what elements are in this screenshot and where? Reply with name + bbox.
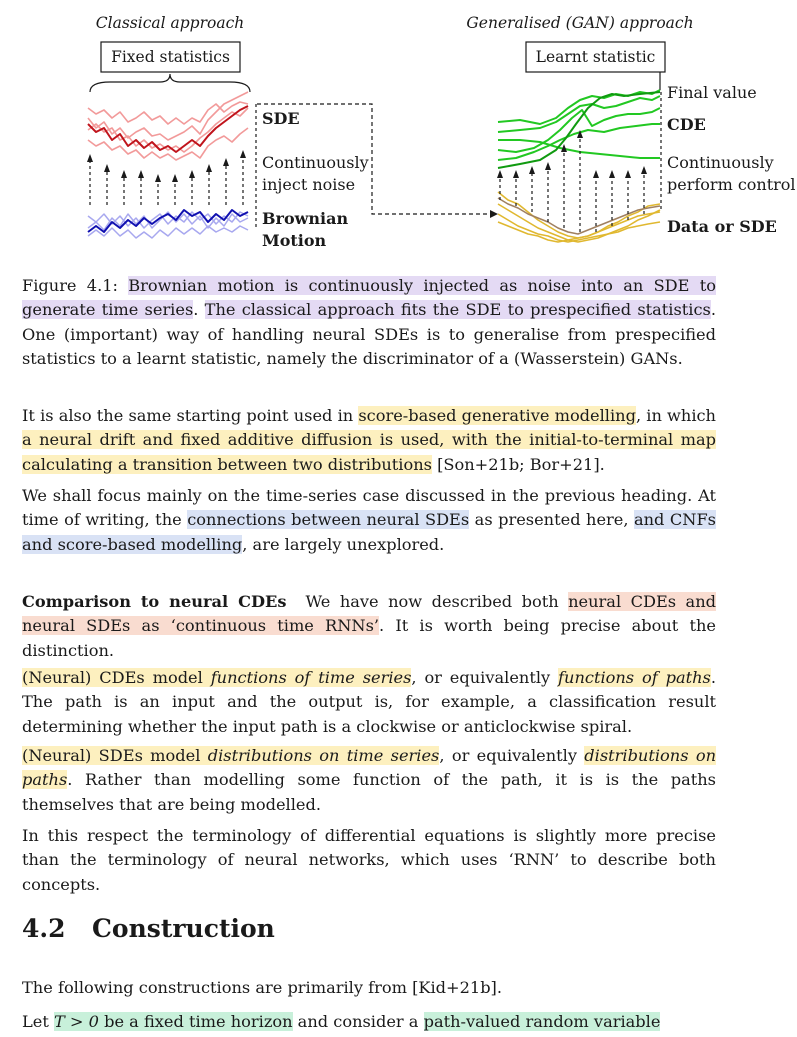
brace bbox=[90, 74, 250, 92]
p5-text-1: , or equivalently bbox=[439, 746, 585, 765]
paragraph-sdes bbox=[22, 744, 716, 817]
p4-text-2: . The path is an input and the output is, for example, a classification result determining whether the input path is a clockwise or anticlockwise spiral. bbox=[22, 668, 716, 736]
caption-highlight-1: Brownian motion is continuously injected as noise into an SDE to generate time series bbox=[22, 276, 716, 320]
final-value-label: Final value bbox=[667, 83, 757, 102]
p4-highlight-2: functions of paths bbox=[558, 668, 711, 687]
figure-caption bbox=[22, 274, 716, 372]
p2-text-1: We shall focus mainly on the time-series case discussed in the previous heading. At time of writing, the bbox=[22, 486, 716, 530]
p4-text-1: , or equivalently bbox=[411, 668, 559, 687]
noise-arrows-left bbox=[90, 156, 243, 205]
figure-4-1 bbox=[0, 0, 797, 265]
p4-highlight-1 bbox=[22, 668, 411, 687]
learnt-statistic-label: Learnt statistic bbox=[535, 48, 656, 66]
caption-lead: Figure 4.1: bbox=[22, 276, 129, 295]
connector-arrowhead bbox=[490, 210, 498, 218]
brownian-paths bbox=[88, 210, 248, 238]
p3-highlight-1: neural CDEs and neural SDEs as ‘continuous time RNNs’ bbox=[22, 592, 716, 636]
sde-paths bbox=[88, 92, 248, 160]
p1-highlight-2: a neural drift and fixed additive diffusion is used, with the initial-to-terminal map calculating a transition between two distributions bbox=[22, 430, 716, 474]
p5-text-2: . Rather than modelling some function of the path, it is is the paths themselves that are being modelled. bbox=[22, 770, 716, 814]
paragraph-terminology bbox=[22, 824, 716, 897]
brownian-label: Brownian bbox=[262, 209, 349, 228]
caption-rest: . One (important) way of handling neural SDEs is to generalise from prespecified statistics to a learnt statistic, namely the discriminator of a (Wasserstein) GANs. bbox=[22, 300, 716, 369]
p5-highlight-1 bbox=[22, 746, 439, 765]
p2-highlight-2: and CNFs and score-based modelling bbox=[22, 510, 716, 554]
p1-highlight-1: score-based generative modelling bbox=[358, 406, 636, 425]
p6-text: In this respect the terminology of differential equations is slightly more precise than the terminology of neural networks, which uses ‘RNN’ to describe both concepts. bbox=[22, 826, 716, 894]
paragraph-let bbox=[22, 1010, 716, 1034]
caption-highlight-2: The classical approach fits the SDE to prespecified statistics bbox=[204, 300, 711, 320]
section-heading bbox=[22, 914, 275, 944]
gan-approach-title: Generalised (GAN) approach bbox=[466, 14, 694, 32]
paragraph-cdes bbox=[22, 666, 716, 739]
inject-noise-label: inject noise bbox=[262, 175, 356, 194]
p8-math: T > 0 bbox=[53, 1012, 99, 1031]
comparison-heading: Comparison to neural CDEs bbox=[22, 592, 287, 611]
p2-highlight-1: connections between neural SDEs bbox=[187, 510, 470, 530]
continuously2-label: Continuously bbox=[667, 153, 774, 172]
p8-highlight-1: be a fixed time horizon bbox=[98, 1012, 293, 1031]
p2-text-2: as presented here, bbox=[469, 510, 634, 530]
p1-text-1: It is also the same starting point used in bbox=[22, 406, 359, 425]
perform-control-label: perform control bbox=[667, 175, 796, 194]
paragraph-constructions bbox=[22, 976, 716, 1000]
caption-mid: . bbox=[193, 300, 205, 320]
cde-paths bbox=[498, 90, 660, 168]
p3-text-1: We have now described both bbox=[286, 592, 569, 611]
paragraph-score-based bbox=[22, 404, 716, 477]
paragraph-comparison bbox=[22, 590, 716, 663]
sde-label: SDE bbox=[262, 109, 300, 128]
p4-hl-italic: functions of time series bbox=[210, 668, 412, 687]
section-title: Construction bbox=[92, 914, 275, 943]
p7-text: The following constructions are primarily from [Kid+21b]. bbox=[22, 978, 503, 997]
p8-highlight-2: path-valued random variable bbox=[423, 1012, 661, 1031]
classical-approach-title: Classical approach bbox=[95, 14, 245, 32]
p1-text-2: , in which bbox=[635, 406, 716, 425]
p3-text-2: . It is worth being precise about the distinction. bbox=[22, 616, 717, 660]
paragraph-time-series bbox=[22, 484, 716, 557]
fixed-statistics-label: Fixed statistics bbox=[111, 48, 230, 66]
section-number: 4.2 bbox=[22, 914, 66, 943]
p4-hl-text: (Neural) CDEs model bbox=[22, 668, 211, 687]
p8-text-2: and consider a bbox=[292, 1012, 424, 1031]
continuously-label: Continuously bbox=[262, 153, 369, 172]
control-arrowheads-right bbox=[497, 130, 647, 178]
p5-highlight-2: distributions on paths bbox=[22, 746, 716, 790]
p8-text-1: Let bbox=[22, 1012, 54, 1031]
p5-hl-italic: distributions on time series bbox=[207, 746, 440, 765]
p1-text-3: [Son+21b; Bor+21]. bbox=[431, 454, 605, 474]
p2-text-3: , are largely unexplored. bbox=[242, 534, 445, 554]
data-or-sde-label: Data or SDE bbox=[667, 217, 777, 236]
p5-hl-text: (Neural) SDEs model bbox=[22, 746, 208, 765]
motion-label: Motion bbox=[262, 231, 327, 250]
data-paths bbox=[498, 192, 660, 242]
cde-label: CDE bbox=[667, 115, 706, 134]
